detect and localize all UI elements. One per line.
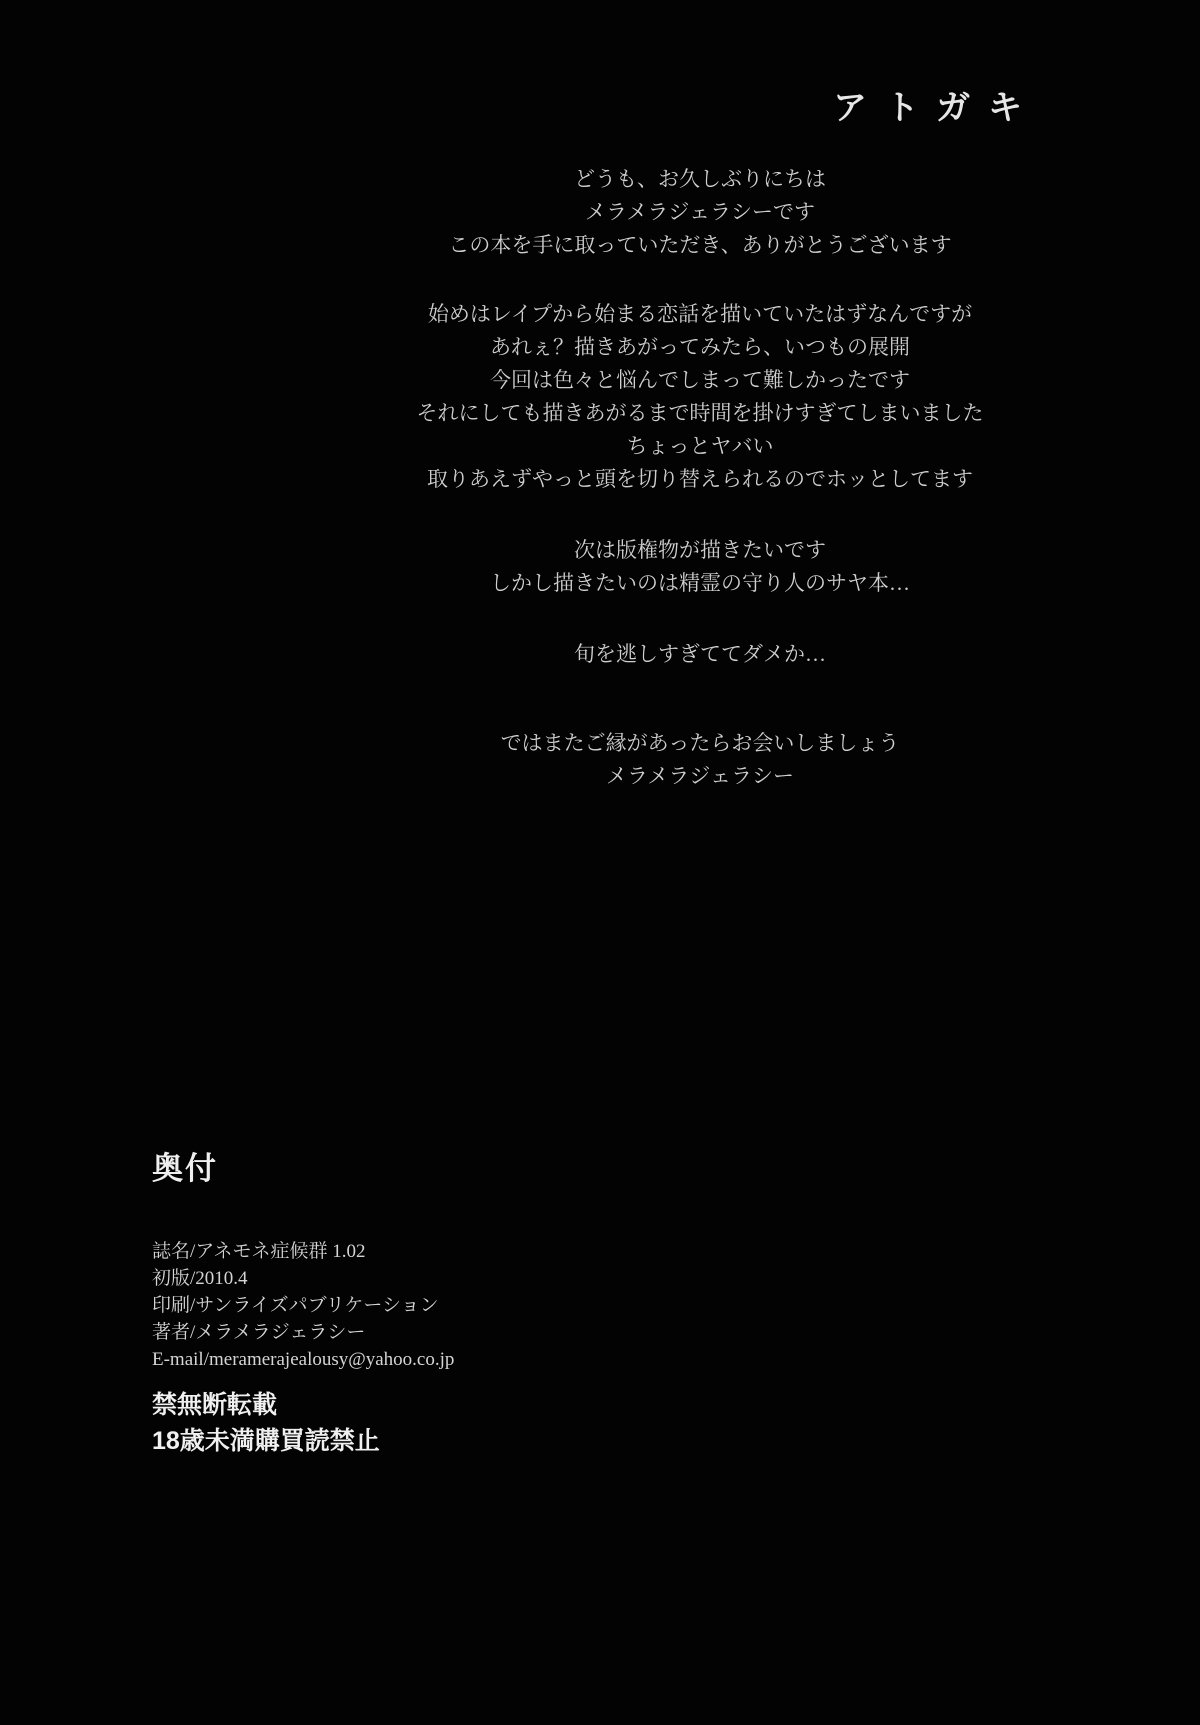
warning-no-reproduction: 禁無断転載 — [152, 1391, 278, 1419]
afterword-line: メラメラジェラシーです — [585, 200, 815, 224]
afterword-title: アトガキ — [833, 89, 1040, 127]
afterword-line: それにしても描きあがるまで時間を掛けすぎてしまいました — [416, 401, 984, 425]
afterword-line: しかし描きたいのは精霊の守り人のサヤ本… — [490, 571, 910, 595]
colophon-entry: 印刷/サンライズパブリケーション — [152, 1295, 439, 1316]
colophon-email: E-mail/meramerajealousy@yahoo.co.jp — [152, 1349, 455, 1370]
afterword-line: メラメラジェラシー — [606, 764, 794, 788]
colophon-warnings — [152, 1387, 454, 1459]
afterword-section — [330, 80, 1070, 793]
afterword-paragraph — [330, 727, 1070, 793]
afterword-paragraph — [330, 163, 1070, 262]
afterword-line: 次は版権物が描きたいです — [574, 538, 826, 562]
colophon-entry-list — [152, 1238, 454, 1373]
afterword-line: この本を手に取っていただき、ありがとうございます — [448, 233, 952, 257]
afterword-line: どうも、お久しぶりにちは — [574, 167, 826, 191]
afterword-paragraph — [330, 534, 1070, 600]
afterword-line: ではまたご縁があったらお会いしましょう — [500, 731, 900, 755]
afterword-line: 今回は色々と悩んでしまって難しかったです — [490, 368, 910, 392]
afterword-paragraph — [330, 298, 1070, 496]
colophon-entry: 著者/メラメラジェラシー — [152, 1322, 366, 1343]
colophon-heading: 奥付 — [152, 1151, 218, 1186]
afterword-paragraph — [330, 638, 1070, 671]
colophon-entry: 誌名/アネモネ症候群 1.02 — [152, 1241, 366, 1262]
afterword-line: 取りあえずやっと頭を切り替えられるのでホッとしてます — [427, 467, 973, 491]
warning-age-restriction: 18歳未満購買読禁止 — [152, 1427, 380, 1455]
colophon-entry: 初版/2010.4 — [152, 1268, 248, 1289]
afterword-line: 始めはレイプから始まる恋話を描いていたはずなんですが — [427, 302, 973, 326]
afterword-line: ちょっとヤバい — [626, 434, 774, 458]
afterword-line: 旬を逃しすぎててダメか… — [574, 642, 826, 666]
colophon-section — [152, 1143, 454, 1459]
afterword-line: あれぇ？描きあがってみたら、いつもの展開 — [490, 335, 910, 359]
